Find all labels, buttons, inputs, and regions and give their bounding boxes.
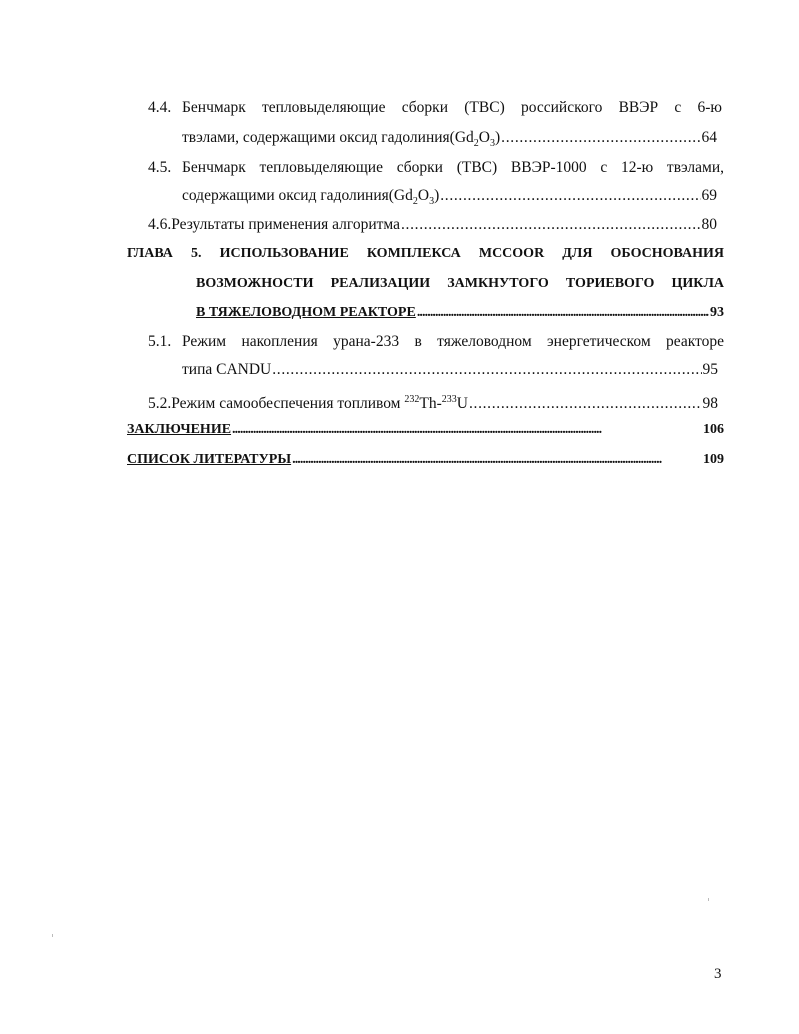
dot-leader <box>292 450 702 470</box>
toc-entry-4-6[interactable] <box>148 215 717 235</box>
dot-leader <box>401 215 701 235</box>
toc-title: Бенчмарк тепловыделяющие сборки (ТВС) российского ВВЭР с 6-ю <box>182 99 722 116</box>
toc-chapter-5-line2 <box>196 274 724 294</box>
dot-leader <box>272 360 701 380</box>
toc-page-number: 64 <box>701 129 717 146</box>
toc-conclusion[interactable] <box>127 420 724 440</box>
toc-chapter-5-line3[interactable] <box>196 303 724 323</box>
dot-leader <box>232 420 702 440</box>
toc-title-cont: типа CANDU <box>182 361 272 378</box>
chapter-title: ГЛАВА 5. ИСПОЛЬЗОВАНИЕ КОМПЛЕКСА MCCOOR ДЛЯ ОБОСНОВАНИЯ <box>127 246 724 261</box>
toc-number: 4.5. <box>148 159 172 176</box>
toc-page-number: 69 <box>701 187 717 204</box>
dot-leader <box>501 128 700 148</box>
toc-page-number: 109 <box>703 452 724 467</box>
toc-page-number: 95 <box>702 361 718 378</box>
toc-title-cont: содержащими оксид $гадолиния(Gd_2O_3)$ <box>182 187 440 208</box>
chapter-title-cont: В ТЯЖЕЛОВОДНОМ РЕАКТОРЕ <box>196 305 416 320</box>
toc-number: 4.6. <box>148 216 172 233</box>
toc-entry-5-2[interactable] <box>148 390 718 414</box>
dot-leader <box>440 186 700 206</box>
toc-page-number: 93 <box>710 305 724 320</box>
page-number: 3 <box>714 966 722 982</box>
toc-title: Результаты применения алгоритма <box>171 216 400 233</box>
toc-title: Бенчмарк тепловыделяющие сборки (ТВС) ВВЭР-1000 с 12-ю твэлами, <box>182 159 724 176</box>
toc-entry-5-1-line1 <box>148 332 724 352</box>
chapter-title-cont: ВОЗМОЖНОСТИ РЕАЛИЗАЦИИ ЗАМКНУТОГО ТОРИЕВОГО ЦИКЛА <box>196 276 724 291</box>
toc-entry-4-5-line1 <box>148 158 724 178</box>
toc-title-cont: твэлами, содержащими оксид $гадолиния(Gd_2O_3)$ <box>182 129 501 150</box>
toc-title: Режим самообеспечения топливом $^{232}$Th-$^{233}$U <box>171 394 468 413</box>
toc-number: 4.4. <box>148 99 172 116</box>
toc-entry-4-4-line1 <box>148 98 722 118</box>
toc-page-number: 98 <box>702 395 718 413</box>
scan-speck <box>708 898 709 901</box>
toc-entry-4-5-line2[interactable] <box>182 186 717 212</box>
toc-references[interactable] <box>127 450 724 470</box>
toc-entry-4-4-line2[interactable] <box>182 128 717 154</box>
toc-title: СПИСОК ЛИТЕРАТУРЫ <box>127 452 292 467</box>
toc-page-number: 106 <box>703 422 724 437</box>
toc-number: 5.2. <box>148 395 172 413</box>
toc-title: Режим накопления урана-233 в тяжеловодном энергетическом реакторе <box>182 333 724 350</box>
dot-leader <box>469 394 702 414</box>
toc-entry-5-1-line2[interactable] <box>182 360 718 380</box>
toc-title: ЗАКЛЮЧЕНИЕ <box>127 422 232 437</box>
dot-leader <box>417 303 709 323</box>
scan-speck <box>52 934 53 937</box>
toc-chapter-5-line1 <box>127 244 724 264</box>
toc-page-number: 80 <box>701 216 717 233</box>
toc-number: 5.1. <box>148 333 172 350</box>
